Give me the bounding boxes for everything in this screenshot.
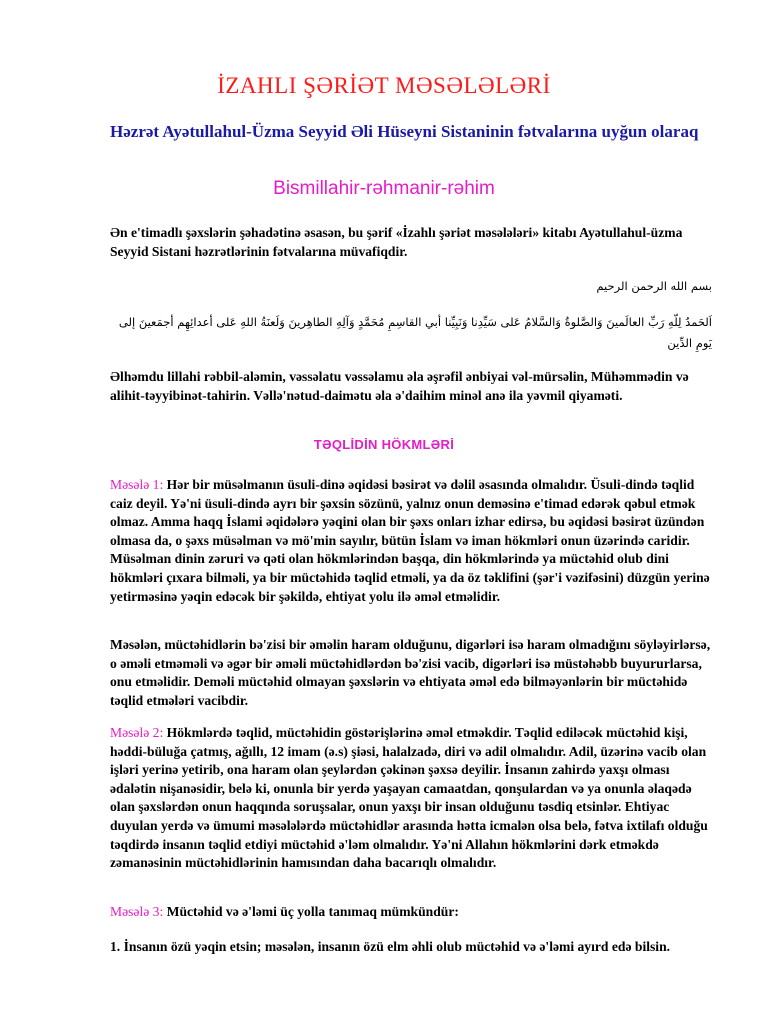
issue-3-paragraph xyxy=(110,903,714,922)
issue-2-label: Məsələ 2: xyxy=(110,725,164,740)
intro-paragraph: Ən e'timadlı şəxslərin şəhadətinə əsasən, bu şərif «İzahlı şəriət məsələləri» kitabı Ayətullahul-üzma Seyyid Sistani həzrətlərinin fətvalarına müvafiqdir. xyxy=(110,225,683,259)
issue-3-label: Məsələ 3: xyxy=(110,904,164,919)
point-1-paragraph: 1. İnsanın özü yəqin etsin; məsələn, insanın özü elm əhli olub müctəhid və ə'ləmi ayırd edə bilsin. xyxy=(110,939,671,954)
issue-2-paragraph xyxy=(110,724,714,873)
arabic-basmala: بسم الله الرحمن الرحيم xyxy=(596,279,712,293)
transliteration-paragraph: Əlhəmdu lillahi rəbbil-aləmin, vəssəlatu vəssəlamu əla əşrəfil ənbiyai vəl-mürsəlin, Mühəmmədin və alihit-təyyibinət-tahirin. Vəllə'nətud-daimətu əla ə'daihim minəl anə ila yəvmil qiyaməti. xyxy=(110,369,689,403)
issue-1-continuation: Məsələn, müctəhidlərin bə'zisi bir əməlin haram olduğunu, digərləri isə haram olmadığını söyləyirlərsə, o əməli etməməli və əgər bir əməli müctəhidlərdən bə'zisi vacib, digərləri isə müstəhəbb buyururlarsa, onu etməlidir. Deməli müctəhid olmayan şəxslərin və ehtiyata əməl edə bilməyənlərin bir müctəhidə təqlid etmələri vacibdir. xyxy=(110,637,711,708)
issue-2-text: Hökmlərdə təqlid, müctəhidin göstərişlərinə əməl etməkdir. Təqlid ediləcək müctəhid kişi, həddi-büluğa çatmış, ağıllı, 12 imam (ə.s) şiəsi, halalzadə, diri və adil olmalıdır. Adil, üzərinə vacib olan işləri yerinə yetirib, ona haram olan şeylərdən çəkinən şəxsə deyilir. İnsanın zahirdə yaxşı olması ədalətin nişanəsidir, belə ki, onunla bir yerdə yaşayan camaatdan, qonşulardan və ya onunla əlaqədə olan şəxslərdən onun haqqında soruşsalar, onun yaxşı bir insan olduğunu təsdiq etsinlər. Ehtiyac duyulan yerdə və ümumi məsələlərdə müctəhidlər arasında hətta icmalən olsa belə, fətva ixtilafı olduğu təqdirdə insanın təqlid etdiyi müctəhid ə'ləm olmalıdır. Yə'ni Allahın hökmlərini dərk etməkdə zəmanəsinin müctəhidlərinin hamısından daha bacarıqlı olmalıdır. xyxy=(110,725,708,871)
arabic-praise: اَلحَمدُ لِلّهِ رَبِّ العالَمينَ وَالصَّلوةُ وَالسَّلامُ عَلى سَيِّدِنا وَنَبِيِّنا أبي القاسِمِ مُحَمَّدٍ وَآلِهِ الطاهِرينَ وَلَعنَةُ اللهِ عَلى أعدائِهِم أجمَعينَ إلى يَومِ الدِّين xyxy=(118,315,712,350)
issue-1-paragraph xyxy=(110,476,714,606)
section-heading: TƏQLİDİN HÖKMLƏRİ xyxy=(313,437,455,452)
issue-1-label: Məsələ 1: xyxy=(110,477,164,492)
document-title: İZAHLI ŞƏRİƏT MƏSƏLƏLƏRİ xyxy=(217,73,551,98)
basmala-heading: Bismillahir-rəhmanir-rəhim xyxy=(273,178,495,199)
document-subtitle: Həzrət Ayətullahul-Üzma Seyyid Əli Hüseyni Sistaninin fətvalarına uyğun olaraq xyxy=(110,122,699,141)
issue-3-text: Müctəhid və ə'ləmi üç yolla tanımaq mümkündür: xyxy=(163,904,459,919)
issue-1-text: Hər bir müsəlmanın üsuli-dinə əqidəsi bəsirət və dəlil əsasında olmalıdır. Üsuli-dində təqlid caiz deyil. Yə'ni üsuli-dində ayrı bir şəxsin sözünü, yalnız onun deməsinə e'timad edərək qəbul etmək olmaz. Amma haqq İslami əqidələrə yəqini olan bir şəxs onları izhar edirsə, bu əqidəsi bəsirət üzündən olmasa da, o şəxs müsəlman və mö'min sayılır, bütün İslam və iman hökmləri onun üzərində caridir. Müsəlman dinin zəruri və qəti olan hökmlərindən başqa, din hökmlərində ya müctəhid olub dini hökmləri çıxara bilməli, ya bir müctəhidə təqlid etməli, ya da öz təklifini (şər'i vəzifəsini) düzgün yerinə yetirməsinə yəqin edəcək bir şəkildə, ehtiyat yolu ilə əməl etməlidir. xyxy=(110,477,710,604)
